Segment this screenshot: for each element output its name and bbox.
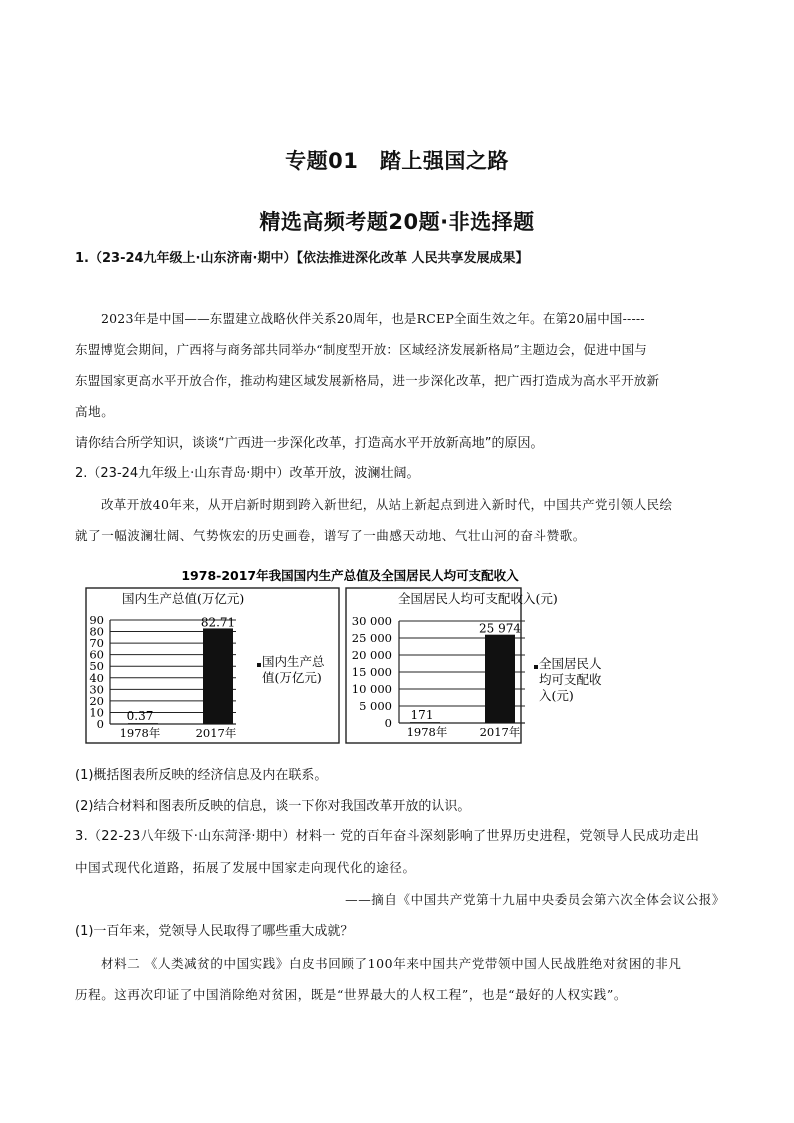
chart1-category-label-1: 1978年	[119, 726, 161, 740]
chart1-legend-marker	[257, 663, 261, 667]
chart2-legend-text: 均可支配收	[539, 672, 602, 687]
q3-sub-question-1: (1)一百年来，党领导人民取得了哪些重大成就？	[75, 924, 354, 939]
page-subtitle: 精选高频考题20题·非选择题	[259, 210, 535, 234]
q3-heading-line2: 中国式现代化道路，拓展了发展中国家走向现代化的途径。	[75, 860, 416, 875]
chart1-data-label-1: 0.37	[126, 709, 154, 723]
chart1-ytick-label: 0	[96, 717, 104, 731]
q2-material-line2: 就了一幅波澜壮阔、气势恢宏的历史画卷，谱写了一曲感天动地、气壮山河的奋斗赞歌。	[75, 528, 586, 543]
q3-heading-line1: 3.（22-23八年级下·山东菏泽·期中）材料一 党的百年奋斗深刻影响了世界历史进程，党领导人民成功走出	[75, 829, 700, 844]
page-title: 专题01 踏上强国之路	[285, 149, 509, 173]
chart2-ytick-label: 0	[384, 716, 392, 730]
chart1-category-label-2: 2017年	[195, 726, 237, 740]
chart1-ytick-label: 90	[89, 613, 104, 627]
chart1-data-label-2: 82.71	[200, 615, 236, 630]
chart2-data-label-1: 171	[410, 708, 434, 722]
q3-material2-line2: 历程。这再次印证了中国消除绝对贫困，既是“世界最大的人权工程”，也是“最好的人权实践”。	[75, 987, 627, 1002]
q1-material-line1: 2023年是中国——东盟建立战略伙伴关系20周年，也是RCEP全面生效之年。在第20届中国-----	[101, 311, 645, 326]
q1-material-line3: 东盟国家更高水平开放合作，推动构建区域发展新格局，进一步深化改革，把广西打造成为高水平开放新	[75, 373, 660, 388]
chart2-bar-1	[410, 722, 440, 723]
chart1-ytick-label: 60	[89, 647, 104, 662]
chart2-ytick-label: 20 000	[351, 648, 392, 662]
chart1-legend-text: 值(万亿元)	[262, 670, 322, 685]
chart2-data-label-2: 25 974	[479, 621, 521, 636]
chart1-ytick-label: 30	[89, 682, 104, 697]
q3-source: ——摘自《中国共产党第十九届中央委员会第六次全体会议公报》	[345, 892, 725, 907]
q3-material2-line1: 材料二 《人类减贫的中国实践》白皮书回顾了100年来中国共产党带领中国人民战胜绝对贫困的非凡	[101, 956, 682, 971]
q2-material-line1: 改革开放40年来，从开启新时期到跨入新世纪，从站上新起点到进入新时代，中国共产党引领人民绘	[101, 497, 673, 512]
chart2-category-label-2: 2017年	[479, 725, 521, 739]
chart2-legend-text: 全国居民人	[539, 656, 602, 671]
chart1-ytick-label: 10	[89, 705, 104, 720]
q1-question: 请你结合所学知识，谈谈“广西进一步深化改革，打造高水平开放新高地”的原因。	[75, 436, 544, 451]
chart2-legend-text: 入(元)	[539, 688, 574, 703]
q1-material-line2: 东盟博览会期间，广西将与商务部共同举办“制度型开放：区域经济发展新格局”主题边会，促进中国与	[75, 342, 647, 357]
gdp-income-chart	[0, 560, 794, 750]
q2-heading: 2.（23-24九年级上·山东青岛·期中）改革开放，波澜壮阔。	[75, 466, 420, 481]
chart2-category-label-1: 1978年	[406, 725, 448, 739]
chart1-bar-2	[203, 628, 233, 724]
chart2-legend-marker	[534, 665, 538, 669]
chart2-ytick-label: 15 000	[351, 665, 392, 679]
chart1-title: 国内生产总值(万亿元)	[122, 591, 245, 606]
chart2-bar-2	[485, 635, 515, 723]
chart2-title: 全国居民人均可支配收入(元)	[398, 591, 558, 606]
q2-sub-question-1: (1)概括图表所反映的经济信息及内在联系。	[75, 768, 328, 783]
chart1-ytick-label: 80	[89, 624, 104, 639]
chart1-ytick-label: 20	[89, 693, 104, 708]
chart2-ytick-label: 25 000	[351, 631, 392, 645]
chart1-legend-text: 国内生产总	[262, 654, 325, 669]
chart2-ytick-label: 10 000	[351, 682, 392, 696]
chart2-ytick-label: 30 000	[351, 614, 392, 628]
chart1-bar-1	[128, 723, 158, 724]
chart1-ytick-label: 50	[89, 659, 104, 674]
chart2-ytick-label: 5 000	[359, 699, 392, 713]
q2-sub-question-2: (2)结合材料和图表所反映的信息，谈一下你对我国改革开放的认识。	[75, 799, 471, 814]
chart1-ytick-label: 40	[89, 670, 104, 685]
chart-main-title: 1978-2017年我国国内生产总值及全国居民人均可支配收入	[181, 568, 519, 583]
q1-heading: 1.（23-24九年级上·山东济南·期中）【依法推进深化改革 人民共享发展成果】	[75, 251, 529, 266]
chart1-ytick-label: 70	[89, 636, 104, 651]
q1-material-line4: 高地。	[75, 404, 115, 419]
